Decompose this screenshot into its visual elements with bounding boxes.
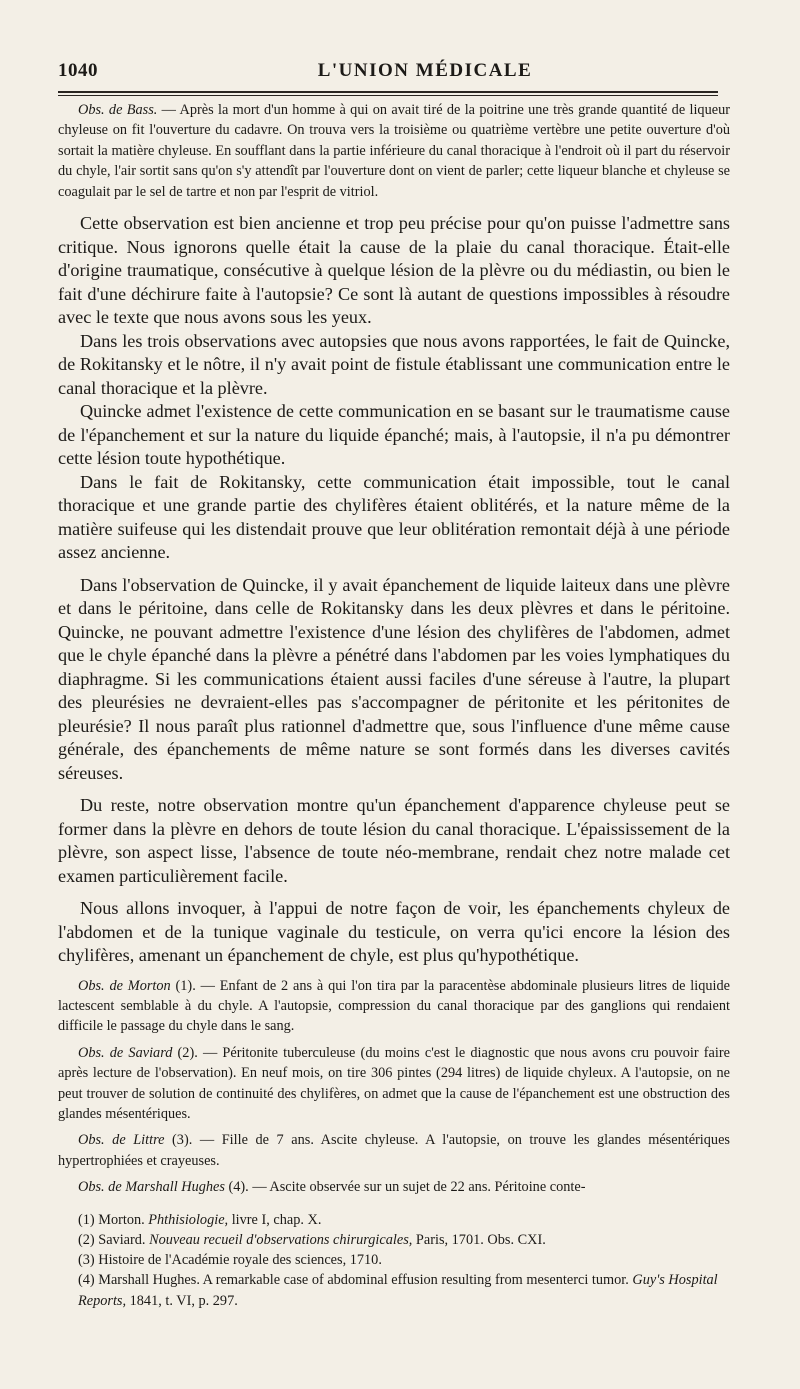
footnote-text: Morton. [94, 1211, 149, 1228]
observation-ref: (4). [224, 1179, 249, 1196]
observation-littre [58, 1130, 730, 1171]
observation-morton [58, 976, 730, 1037]
observation-hughes [58, 1177, 730, 1197]
observation-source: Obs. de Marshall Hughes [78, 1179, 225, 1196]
header-rule [58, 91, 718, 93]
observation-bass [58, 100, 730, 202]
paragraph: Cette observation est bien ancienne et trop peu précise pour qu'on puisse l'admettre sans critique. Nous ignorons quelle était la cause de la plaie du canal thoracique. Était-elle d'origine traumatique, consécutive à quelque lésion de la plèvre ou du médiastin, ou bien le fait d'une déchirure faite à l'autopsie? Ce sont là autant de questions impossibles à résoudre avec le texte que nous avons sous les yeux. [58, 213, 730, 328]
footnote [58, 1250, 730, 1270]
footnote-number: (3) [78, 1252, 95, 1269]
footnote-title: Guy's Hospital Reports, [78, 1272, 718, 1309]
observation-text: — Fille de 7 ans. Ascite chyleuse. A l'autopsie, on trouve les glandes mésentériques hypertrophiées et crayeuses. [58, 1132, 730, 1169]
observation-source: Obs. de Saviard [78, 1044, 173, 1061]
footnote-text-end: 1841, t. VI, p. 297. [126, 1292, 238, 1309]
observation-ref: (2). [172, 1044, 198, 1061]
article-body [58, 100, 730, 1311]
observation-source: Obs. de Bass. [78, 102, 158, 118]
paragraph: Dans le fait de Rokitansky, cette communication était impossible, tout le canal thoracique et une grande partie des chylifères étaient oblitérés, et la nature même de la matière suifeuse qui les distendait prouve que leur oblitération remontait déjà à une période assez ancienne. [58, 471, 730, 563]
observation-ref: (1). [170, 977, 196, 994]
paragraph: Dans les trois observations avec autopsies que nous avons rapportées, le fait de Quincke, de Rokitansky et le nôtre, il n'y avait point de fistule établissant une communication entre le canal thoracique et la plèvre. [58, 330, 730, 398]
header-rule-thin [58, 95, 718, 96]
page-number: 1040 [58, 60, 98, 81]
observation-text: — Enfant de 2 ans à qui l'on tira par la paracentèse abdominale plusieurs litres de liquide lactescent semblable à du chyle. A l'autopsie, compression du canal thoracique par des ganglions qui rendaient difficile le passage du chyle dans le sang. [58, 977, 730, 1035]
observation-source: Obs. de Morton [78, 977, 171, 994]
paragraph: Du reste, notre observation montre qu'un épanchement d'apparence chyleuse peut se former dans la plèvre en dehors de toute lésion du canal thoracique. L'épaississement de la plèvre, son aspect lisse, l'absence de toute néo-membrane, rendait chez notre malade cet examen particulièrement facile. [58, 795, 730, 886]
footnotes [58, 1210, 730, 1311]
footnote-text-end: livre I, chap. X. [228, 1211, 322, 1228]
footnote [58, 1230, 730, 1250]
footnote [58, 1210, 730, 1230]
footnote-text: Histoire de l'Académie royale des sciences, 1710. [94, 1252, 382, 1269]
footnote-number: (4) [78, 1272, 95, 1289]
paragraph: Nous allons invoquer, à l'appui de notre façon de voir, les épanchements chyleux de l'abdomen et de la tunique vaginale du testicule, on verra qu'ici encore la lésion des chylifères, amenant un épanchement de chyle, est plus qu'hypothétique. [58, 898, 730, 966]
observation-text: — Après la mort d'un homme à qui on avait tiré de la poitrine une très grande quantité de liqueur chyleuse on fit l'ouverture du cadavre. On trouva vers la troisième ou quatrième vertèbre une petite ouverture d'où sortait la matière chyleuse. En soufflant dans la partie inférieure du canal thoracique à l'endroit où il part du réservoir du chyle, l'air sortit sans qu'on s'y attendît par l'ouverture dont on vient de parler; cette liqueur blanche et chyleuse se coagulait par le sel de tartre et non par l'esprit de vitriol. [58, 102, 730, 200]
observation-text: — Ascite observée sur un sujet de 22 ans. Péritoine conte- [248, 1179, 586, 1196]
observation-source: Obs. de Littre [78, 1132, 165, 1149]
footnote-title: Nouveau recueil d'observations chirurgicales, [149, 1231, 413, 1248]
footnote-number: (1) [78, 1211, 95, 1228]
observation-ref: (3). [164, 1132, 193, 1149]
journal-title: L'UNION MÉDICALE [317, 60, 533, 81]
footnote [58, 1270, 730, 1311]
running-header [58, 54, 792, 88]
observation-saviard [58, 1043, 730, 1125]
footnote-text: Marshall Hughes. A remarkable case of abdominal effusion resulting from mesenterci tumor. [94, 1272, 633, 1289]
footnote-text: Saviard. [94, 1231, 150, 1248]
footnote-title: Phthisiologie, [148, 1211, 229, 1228]
observation-text: — Péritonite tuberculeuse (du moins c'est le diagnostic que nous avons cru pouvoir faire après lecture de l'observation). En neuf mois, on tire 306 pintes (294 litres) de liquide chyleux. A l'autopsie, on ne peut trouver de solution de continuité des chylifères, on admet que la cause de l'épanchement est une obstruction des glandes mésentériques. [58, 1044, 730, 1122]
paragraph: Dans l'observation de Quincke, il y avait épanchement de liquide laiteux dans une plèvre et dans le péritoine, dans celle de Rokitansky dans les deux plèvres et dans le péritoine. Quincke, ne pouvant admettre l'existence d'une lésion des chylifères de l'abdomen, admet que le chyle épanché dans la plèvre a pénétré dans l'abdomen par les voies lymphatiques du diaphragme. Si les communications étaient aussi faciles d'une séreuse à l'autre, la plupart des pleurésies ne devraient-elles pas s'accompagner de péritonite et les péritonites de pleurésie? Il nous paraît plus rationnel d'admettre que, sous l'influence d'une même cause générale, des épanchements de même nature se sont formés dans les diverses cavités séreuses. [58, 574, 730, 783]
footnote-number: (2) [78, 1231, 95, 1248]
footnote-text-end: Paris, 1701. Obs. CXI. [412, 1231, 546, 1248]
paragraph: Quincke admet l'existence de cette communication en se basant sur le traumatisme cause de l'épanchement et sur la nature du liquide épanché; mais, à l'autopsie, il n'a pu démontrer cette lésion toute hypothétique. [58, 401, 730, 469]
